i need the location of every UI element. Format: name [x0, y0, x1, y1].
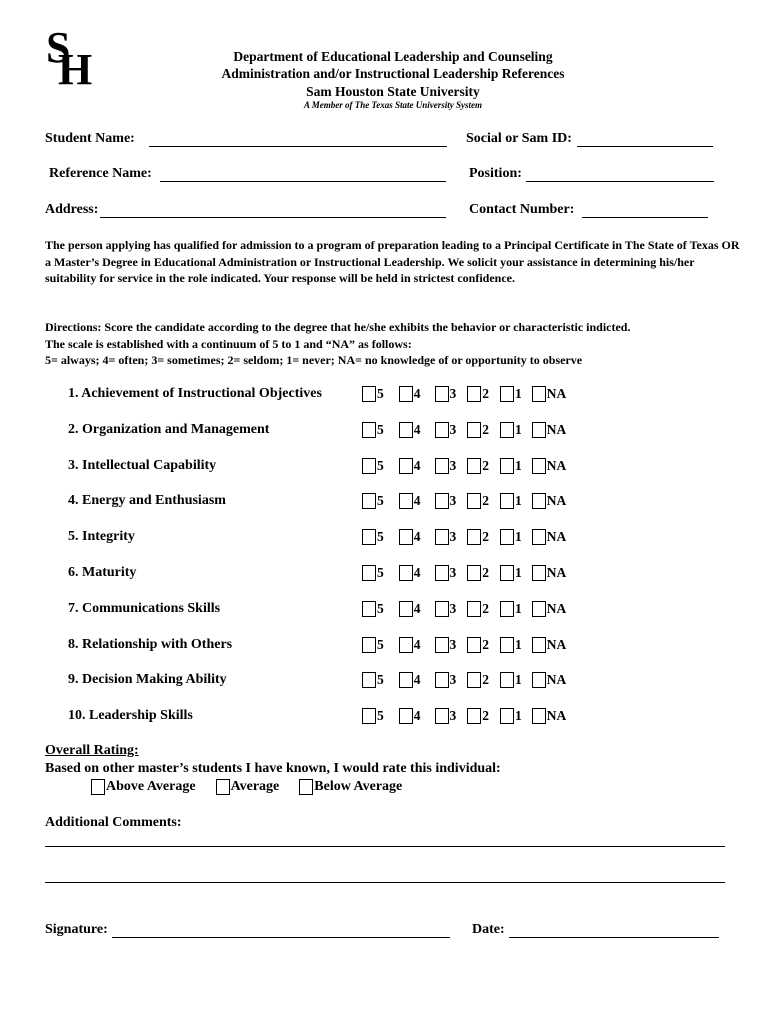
rating-option-1[interactable] [500, 708, 522, 724]
rating-item-label: 10. Leadership Skills [68, 708, 193, 723]
rating-option-1[interactable] [500, 601, 522, 617]
rating-option-label: 3 [449, 637, 457, 652]
rating-option-5[interactable] [362, 493, 384, 509]
rating-option-5[interactable] [362, 565, 384, 581]
checkbox[interactable] [399, 529, 413, 545]
intro-paragraph: The person applying has qualified for admission to a program of preparation leading to a Principal Certificate in The State of Texas OR a Master’s Degree in Educational Administration or Instructional Leadership. We solicit your assistance in determining his/her suitability for service in the role indicated. Your response will be held in strictest confidence. [45, 238, 740, 285]
checkbox[interactable] [299, 779, 313, 795]
rating-option-label: 2 [482, 565, 489, 580]
university-logo [44, 23, 106, 94]
university-system-subtitle: A Member of The Texas State University System [304, 100, 482, 110]
rating-option-5[interactable] [362, 458, 384, 474]
checkbox[interactable] [467, 458, 481, 474]
rating-option-label: 5 [377, 529, 384, 544]
rating-option-label: 4 [413, 458, 421, 473]
overall-option-label: Below Average [314, 779, 403, 794]
rating-item-row [0, 637, 770, 655]
logo-letter-h: H [58, 45, 93, 94]
overall-option-label: Above Average [106, 779, 196, 794]
rating-option-label: NA [546, 672, 567, 687]
checkbox[interactable] [362, 386, 376, 402]
rating-option-4[interactable] [399, 458, 421, 474]
checkbox[interactable] [435, 422, 449, 438]
rating-option-3[interactable] [435, 565, 457, 581]
rating-item-row [0, 458, 770, 476]
rating-option-3[interactable] [435, 708, 457, 724]
checkbox[interactable] [532, 529, 546, 545]
rating-option-4[interactable] [399, 386, 421, 402]
rating-option-5[interactable] [362, 386, 384, 402]
comments-line-2[interactable] [45, 882, 725, 883]
checkbox[interactable] [435, 458, 449, 474]
sam-id-label: Social or Sam ID: [466, 131, 572, 146]
rating-option-label: 3 [449, 458, 457, 473]
rating-option-label: 4 [413, 386, 421, 401]
rating-option-label: NA [546, 565, 567, 580]
rating-option-label: NA [546, 422, 567, 437]
checkbox[interactable] [532, 601, 546, 617]
rating-scale-options [362, 493, 567, 509]
rating-option-na[interactable] [532, 458, 567, 474]
logo-letter-s: S [46, 23, 71, 72]
rating-option-3[interactable] [435, 458, 457, 474]
rating-option-label: 1 [515, 458, 522, 473]
rating-option-3[interactable] [435, 493, 457, 509]
rating-item-label: 1. Achievement of Instructional Objectives [68, 386, 322, 401]
rating-option-5[interactable] [362, 601, 384, 617]
rating-option-label: 5 [377, 565, 384, 580]
rating-option-5[interactable] [362, 708, 384, 724]
checkbox[interactable] [467, 708, 481, 724]
checkbox[interactable] [399, 386, 413, 402]
directions-line-3: 5= always; 4= often; 3= sometimes; 2= seldom; 1= never; NA= no knowledge of or opportunity to observe [45, 353, 583, 367]
rating-option-5[interactable] [362, 637, 384, 653]
rating-option-label: 2 [482, 601, 489, 616]
form-title: Administration and/or Instructional Leadership References [221, 66, 565, 81]
rating-option-na[interactable] [532, 386, 567, 402]
checkbox[interactable] [500, 672, 514, 688]
rating-option-label: NA [546, 601, 567, 616]
checkbox[interactable] [399, 601, 413, 617]
overall-rating-prompt: Based on other master’s students I have known, I would rate this individual: [45, 761, 501, 776]
rating-option-1[interactable] [500, 565, 522, 581]
rating-option-label: NA [546, 458, 567, 473]
rating-scale-options [362, 422, 567, 438]
signature-field[interactable] [45, 922, 450, 938]
rating-item-row [0, 386, 770, 404]
checkbox[interactable] [362, 601, 376, 617]
checkbox[interactable] [467, 386, 481, 402]
date-label: Date: [472, 922, 505, 937]
rating-option-2[interactable] [467, 529, 489, 545]
checkbox[interactable] [500, 422, 514, 438]
rating-option-5[interactable] [362, 529, 384, 545]
rating-option-label: 3 [449, 565, 457, 580]
rating-option-label: NA [546, 386, 567, 401]
rating-option-label: 3 [449, 672, 457, 687]
rating-scale-options [362, 565, 567, 581]
rating-scale-options [362, 601, 567, 617]
rating-option-2[interactable] [467, 708, 489, 724]
rating-item-label: 8. Relationship with Others [68, 637, 233, 652]
checkbox[interactable] [500, 493, 514, 509]
rating-option-label: 5 [377, 386, 384, 401]
checkbox[interactable] [467, 565, 481, 581]
signature-input-line[interactable] [112, 923, 450, 938]
directions-line-2: The scale is established with a continuum of 5 to 1 and “NA” as follows: [45, 337, 412, 351]
rating-option-label: 2 [482, 672, 489, 687]
checkbox[interactable] [500, 601, 514, 617]
rating-option-2[interactable] [467, 637, 489, 653]
rating-item-row [0, 672, 770, 690]
rating-option-1[interactable] [500, 672, 522, 688]
rating-option-4[interactable] [399, 422, 421, 438]
student-name-input-line[interactable] [149, 132, 447, 147]
rating-scale-options [362, 458, 567, 474]
rating-item-label: 3. Intellectual Capability [68, 458, 217, 473]
rating-option-3[interactable] [435, 601, 457, 617]
rating-option-label: 4 [413, 672, 421, 687]
checkbox[interactable] [435, 386, 449, 402]
position-field[interactable] [469, 166, 714, 182]
date-field[interactable] [472, 922, 719, 938]
checkbox[interactable] [362, 493, 376, 509]
checkbox[interactable] [399, 493, 413, 509]
rating-option-label: NA [546, 529, 567, 544]
date-input-line[interactable] [509, 923, 719, 938]
checkbox[interactable] [362, 458, 376, 474]
rating-option-label: 3 [449, 601, 457, 616]
checkbox[interactable] [500, 708, 514, 724]
rating-option-2[interactable] [467, 422, 489, 438]
rating-option-label: 3 [449, 422, 457, 437]
rating-item-row [0, 493, 770, 511]
student-name-field[interactable] [45, 131, 447, 147]
rating-option-label: 4 [413, 637, 421, 652]
checkbox[interactable] [532, 565, 546, 581]
checkbox[interactable] [362, 672, 376, 688]
rating-option-3[interactable] [435, 529, 457, 545]
overall-rating-options [91, 779, 402, 795]
rating-option-2[interactable] [467, 493, 489, 509]
checkbox[interactable] [435, 529, 449, 545]
rating-item-row [0, 708, 770, 726]
rating-option-label: 1 [515, 637, 522, 652]
checkbox[interactable] [362, 565, 376, 581]
rating-item-label: 5. Integrity [68, 529, 135, 544]
overall-option-below-average[interactable] [299, 779, 402, 795]
rating-option-na[interactable] [532, 672, 567, 688]
rating-option-na[interactable] [532, 565, 567, 581]
rating-option-2[interactable] [467, 458, 489, 474]
checkbox[interactable] [467, 601, 481, 617]
rating-item-row [0, 422, 770, 440]
rating-scale-options [362, 708, 567, 724]
contact-number-label: Contact Number: [469, 202, 575, 217]
rating-item-label: 2. Organization and Management [68, 422, 270, 437]
signature-label: Signature: [45, 922, 108, 937]
address-input-line[interactable] [100, 203, 446, 218]
checkbox[interactable] [91, 779, 105, 795]
checkbox[interactable] [435, 637, 449, 653]
rating-item-label: 4. Energy and Enthusiasm [68, 493, 226, 508]
rating-option-label: 2 [482, 493, 489, 508]
checkbox[interactable] [399, 637, 413, 653]
rating-option-label: 1 [515, 422, 522, 437]
rating-option-label: 5 [377, 422, 384, 437]
rating-option-label: 3 [449, 529, 457, 544]
rating-option-2[interactable] [467, 386, 489, 402]
rating-option-4[interactable] [399, 529, 421, 545]
overall-option-above-average[interactable] [91, 779, 196, 795]
rating-option-label: NA [546, 493, 567, 508]
checkbox[interactable] [467, 529, 481, 545]
rating-option-2[interactable] [467, 601, 489, 617]
department-title: Department of Educational Leadership and Counseling [233, 49, 553, 64]
checkbox[interactable] [362, 422, 376, 438]
checkbox[interactable] [500, 458, 514, 474]
rating-option-label: 1 [515, 493, 522, 508]
checkbox[interactable] [362, 637, 376, 653]
directions-line-1: Directions: Score the candidate according to the degree that he/she exhibits the behavior or characteristic indicted. [45, 320, 631, 334]
rating-option-1[interactable] [500, 493, 522, 509]
checkbox[interactable] [435, 601, 449, 617]
checkbox[interactable] [500, 386, 514, 402]
rating-option-na[interactable] [532, 601, 567, 617]
reference-name-label: Reference Name: [49, 166, 152, 181]
rating-option-5[interactable] [362, 422, 384, 438]
checkbox[interactable] [216, 779, 230, 795]
checkbox[interactable] [467, 422, 481, 438]
rating-option-label: 4 [413, 493, 421, 508]
rating-option-4[interactable] [399, 672, 421, 688]
rating-option-3[interactable] [435, 672, 457, 688]
rating-option-na[interactable] [532, 637, 567, 653]
rating-option-1[interactable] [500, 637, 522, 653]
rating-option-label: 4 [413, 708, 421, 723]
rating-item-row [0, 601, 770, 619]
rating-option-1[interactable] [500, 458, 522, 474]
position-label: Position: [469, 166, 522, 181]
rating-option-label: 4 [413, 422, 421, 437]
rating-option-label: 2 [482, 529, 489, 544]
rating-option-label: 2 [482, 458, 489, 473]
rating-option-label: 5 [377, 601, 384, 616]
rating-item-row [0, 529, 770, 547]
rating-option-5[interactable] [362, 672, 384, 688]
rating-scale-options [362, 672, 567, 688]
checkbox[interactable] [435, 708, 449, 724]
rating-option-label: 5 [377, 708, 384, 723]
checkbox[interactable] [532, 708, 546, 724]
overall-option-average[interactable] [216, 779, 280, 795]
reference-name-input-line[interactable] [160, 167, 446, 182]
sam-id-field[interactable] [466, 131, 713, 147]
rating-item-label: 9. Decision Making Ability [68, 672, 227, 687]
contact-number-field[interactable] [469, 202, 708, 218]
additional-comments-heading: Additional Comments: [45, 815, 182, 830]
rating-option-na[interactable] [532, 708, 567, 724]
position-input-line[interactable] [526, 167, 714, 182]
rating-option-4[interactable] [399, 637, 421, 653]
rating-option-label: 1 [515, 672, 522, 687]
rating-option-label: 4 [413, 601, 421, 616]
rating-option-label: 5 [377, 493, 384, 508]
checkbox[interactable] [435, 493, 449, 509]
rating-option-3[interactable] [435, 637, 457, 653]
reference-name-field[interactable] [49, 166, 446, 182]
checkbox[interactable] [399, 672, 413, 688]
checkbox[interactable] [532, 493, 546, 509]
checkbox[interactable] [500, 565, 514, 581]
checkbox[interactable] [399, 458, 413, 474]
checkbox[interactable] [467, 672, 481, 688]
rating-option-na[interactable] [532, 422, 567, 438]
rating-option-1[interactable] [500, 386, 522, 402]
rating-option-label: 2 [482, 422, 489, 437]
rating-option-label: 3 [449, 708, 457, 723]
rating-option-label: 5 [377, 672, 384, 687]
university-name: Sam Houston State University [306, 84, 480, 99]
checkbox[interactable] [435, 565, 449, 581]
rating-option-na[interactable] [532, 529, 567, 545]
rating-option-label: 1 [515, 386, 522, 401]
rating-item-label: 7. Communications Skills [68, 601, 221, 616]
rating-option-2[interactable] [467, 672, 489, 688]
checkbox[interactable] [362, 708, 376, 724]
checkbox[interactable] [399, 708, 413, 724]
rating-item-row [0, 565, 770, 583]
rating-option-label: NA [546, 637, 567, 652]
rating-option-label: 1 [515, 529, 522, 544]
checkbox[interactable] [532, 422, 546, 438]
overall-option-label: Average [230, 779, 280, 794]
rating-option-3[interactable] [435, 422, 457, 438]
rating-option-4[interactable] [399, 708, 421, 724]
rating-option-3[interactable] [435, 386, 457, 402]
rating-option-label: 2 [482, 386, 489, 401]
rating-scale-options [362, 529, 567, 545]
checkbox[interactable] [500, 637, 514, 653]
rating-option-na[interactable] [532, 493, 567, 509]
rating-option-label: 2 [482, 637, 489, 652]
checkbox[interactable] [399, 565, 413, 581]
comments-line-1[interactable] [45, 846, 725, 847]
rating-option-label: 4 [413, 529, 421, 544]
rating-option-4[interactable] [399, 493, 421, 509]
rating-option-label: 4 [413, 565, 421, 580]
rating-option-label: 5 [377, 637, 384, 652]
rating-option-1[interactable] [500, 422, 522, 438]
contact-number-input-line[interactable] [582, 203, 708, 218]
checkbox[interactable] [532, 458, 546, 474]
rating-item-label: 6. Maturity [68, 565, 137, 580]
rating-option-label: 3 [449, 386, 457, 401]
student-name-label: Student Name: [45, 131, 135, 146]
rating-option-4[interactable] [399, 601, 421, 617]
checkbox[interactable] [532, 672, 546, 688]
checkbox[interactable] [532, 386, 546, 402]
checkbox[interactable] [399, 422, 413, 438]
rating-option-label: 5 [377, 458, 384, 473]
rating-option-label: NA [546, 708, 567, 723]
overall-rating-heading: Overall Rating: [45, 743, 139, 758]
rating-scale-options [362, 386, 567, 402]
address-field[interactable] [45, 202, 446, 218]
checkbox[interactable] [362, 529, 376, 545]
rating-option-label: 3 [449, 493, 457, 508]
rating-option-4[interactable] [399, 565, 421, 581]
checkbox[interactable] [500, 529, 514, 545]
address-label: Address: [45, 202, 99, 217]
sam-id-input-line[interactable] [577, 132, 713, 147]
checkbox[interactable] [532, 637, 546, 653]
rating-scale-options [362, 637, 567, 653]
rating-option-label: 2 [482, 708, 489, 723]
rating-option-label: 1 [515, 565, 522, 580]
rating-option-1[interactable] [500, 529, 522, 545]
checkbox[interactable] [435, 672, 449, 688]
checkbox[interactable] [467, 637, 481, 653]
rating-option-label: 1 [515, 708, 522, 723]
rating-option-2[interactable] [467, 565, 489, 581]
rating-option-label: 1 [515, 601, 522, 616]
checkbox[interactable] [467, 493, 481, 509]
